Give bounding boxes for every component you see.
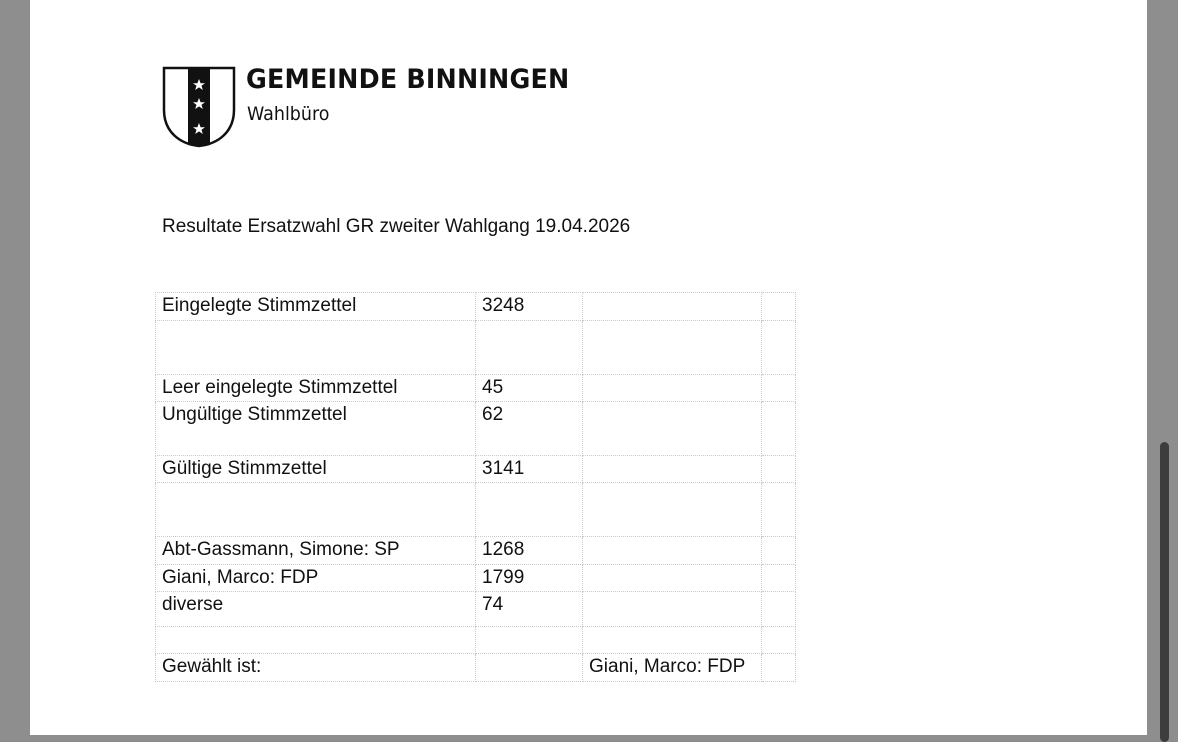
- row-label: [156, 321, 476, 375]
- table-row: [156, 293, 796, 321]
- table-row: [156, 627, 796, 654]
- table-row: [156, 402, 796, 456]
- row-value: 1799: [476, 565, 583, 592]
- empty-cell: [762, 537, 796, 565]
- empty-cell: [762, 483, 796, 537]
- empty-cell: [762, 565, 796, 592]
- row-label: Ungültige Stimmzettel: [156, 402, 476, 456]
- empty-cell: [762, 627, 796, 654]
- organization-name: GEMEINDE BINNINGEN: [246, 64, 570, 95]
- row-label: [156, 627, 476, 654]
- row-result: [583, 321, 762, 375]
- row-result: [583, 592, 762, 627]
- row-label: Eingelegte Stimmzettel: [156, 293, 476, 321]
- row-result: [583, 627, 762, 654]
- empty-cell: [762, 402, 796, 456]
- table-row: [156, 537, 796, 565]
- row-value: 3141: [476, 456, 583, 483]
- scrollbar-thumb[interactable]: [1160, 442, 1169, 742]
- row-label: Gewählt ist:: [156, 654, 476, 682]
- coat-of-arms-icon: [162, 66, 236, 148]
- table-row: [156, 654, 796, 682]
- empty-cell: [762, 375, 796, 402]
- empty-cell: [762, 456, 796, 483]
- table-row: [156, 592, 796, 627]
- table-row: [156, 565, 796, 592]
- row-value: 45: [476, 375, 583, 402]
- empty-cell: [762, 592, 796, 627]
- row-result: [583, 565, 762, 592]
- row-result: [583, 537, 762, 565]
- row-result: [583, 456, 762, 483]
- row-result: [583, 293, 762, 321]
- row-label: Leer eingelegte Stimmzettel: [156, 375, 476, 402]
- row-result: [583, 483, 762, 537]
- empty-cell: [762, 654, 796, 682]
- row-value: 74: [476, 592, 583, 627]
- row-label: Giani, Marco: FDP: [156, 565, 476, 592]
- row-value: 1268: [476, 537, 583, 565]
- department-name: Wahlbüro: [247, 103, 330, 125]
- row-value: 62: [476, 402, 583, 456]
- row-value: [476, 627, 583, 654]
- row-label: diverse: [156, 592, 476, 627]
- row-value: [476, 654, 583, 682]
- row-label: Gültige Stimmzettel: [156, 456, 476, 483]
- row-value: 3248: [476, 293, 583, 321]
- row-result: [583, 402, 762, 456]
- empty-cell: [762, 321, 796, 375]
- row-result: [583, 375, 762, 402]
- row-label: [156, 483, 476, 537]
- table-row: [156, 483, 796, 537]
- empty-cell: [762, 293, 796, 321]
- row-result: Giani, Marco: FDP: [583, 654, 762, 682]
- results-table: [155, 292, 796, 682]
- row-label: Abt-Gassmann, Simone: SP: [156, 537, 476, 565]
- table-row: [156, 321, 796, 375]
- table-row: [156, 375, 796, 402]
- table-row: [156, 456, 796, 483]
- row-value: [476, 483, 583, 537]
- document-title: Resultate Ersatzwahl GR zweiter Wahlgang 19.04.2026: [162, 216, 631, 237]
- row-value: [476, 321, 583, 375]
